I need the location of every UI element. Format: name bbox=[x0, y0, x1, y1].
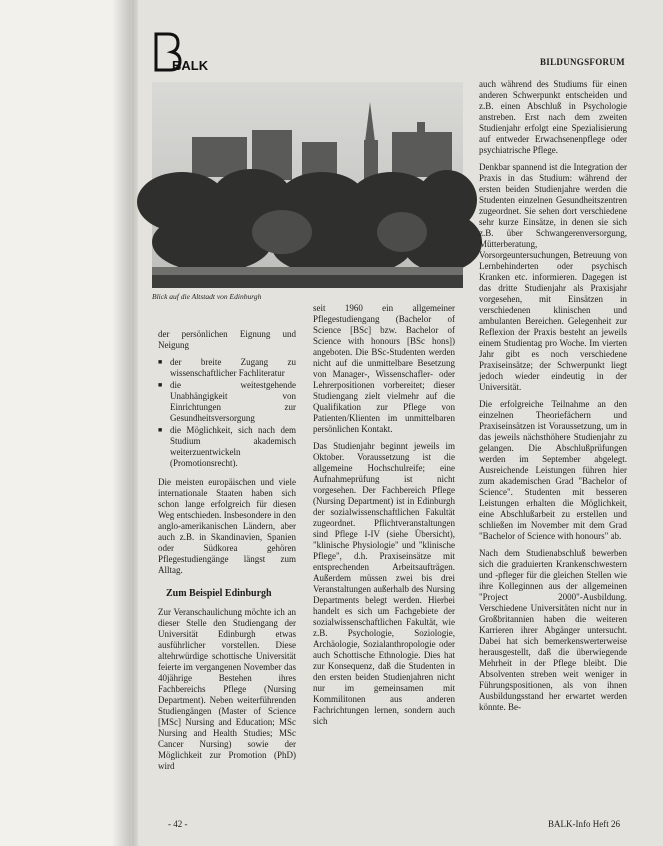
subheading: Zum Beispiel Edinburgh bbox=[166, 588, 272, 599]
bullet-item: ■ der breite Zugang zu wissenschaftlicher Fachliteratur bbox=[158, 357, 296, 379]
balk-logo bbox=[152, 30, 209, 74]
col2-paragraph-2: Das Studienjahr beginnt jeweils im Oktober. Voraussetzung ist die allgemeine Hochschulreife; eine Aufnahmeprüfung ist nicht vorgesehen. Der Fachbereich Pflege (Nursing Department) ist in Edinburgh der sozialwissenschaftlichen Fakultät zugeordnet. Pflichtveranstaltungen sind Pflege I-IV (siehe Übersicht), "klinische Physiologie" und "klinische Pflege", d.h. Praxiseinsätze mit entsprechenden Arbeitsaufträgen. Außerdem müssen zwei bis drei Veranstaltungen außerhalb des Nursing Departments belegt werden. Hierbei handelt es sich um Fachgebiete der sozialwissenschaftlichen Fakultät, wie z.B. Psychologie, Soziologie, Archäologie, Sozialanthropologie oder auch Schottische Ethnologie. Dies hat zur Konsequenz, daß die Studenten in den ersten beiden Studienjahren nicht nur im gemeinsamen mit Kommilitonen aus anderen Fachrichtungen lernen, sondern auch sich bbox=[313, 441, 455, 726]
page-number: - 42 - bbox=[168, 819, 188, 829]
col2-paragraph: seit 1960 ein allgemeiner Pflegestudiengang (Bachelor of Science [BSc] bzw. Bachelor of Science with honours [BSc hons]) angeboten. Die BSc-Studenten werden nicht auf die unmittelbare Besetzung von Manager-, Wissenschafler- oder Lehrerpositionen vorbereitet; dieser Studiengang zielt vielmehr auf die Qualifikation zur Pflege von Patienten/Klienten im unmittelbaren persönlichen Kontakt. bbox=[313, 303, 455, 434]
bullet-item: ■ die Möglichkeit, sich nach dem Studium akademisch weiterzuentwickeln (Promotionsrecht). bbox=[158, 425, 296, 469]
col1-paragraph-2: Zur Veranschaulichung möchte ich an dieser Stelle den Studiengang der Universität Edinburgh etwas ausführlicher vorstellen. Diese altehrwürdige schottische Universität feierte im vergangenen November das 40jährige Bestehen ihres Fachbereichs Pflege (Nursing Department). Neben weiterführenden Studiengängen (Master of Science [MSc] Nursing and Education; MSc Nursing and Health Studies; MSc Cancer Nursing) sowie der Möglichkeit zur Promotion (PhD) wird bbox=[158, 607, 296, 771]
col3-paragraph: auch während des Studiums für einen anderen Schwerpunkt entscheiden und z.B. einen Abschluß in Psychologie anstreben. Erst nach dem zweiten Studienjahr erfolgt eine Spezialisierung auf entweder Erwachsenenpflege oder psychiatrische Pflege. bbox=[479, 79, 627, 155]
column-2 bbox=[313, 303, 455, 733]
column-1 bbox=[158, 329, 296, 778]
issue-label: BALK-Info Heft 26 bbox=[548, 819, 620, 829]
col3-paragraph-3: Die erfolgreiche Teilnahme an den einzelnen Theoriefächern und Praxiseinsätzen ist Voraussetzung, um in das jeweils nächsthöhere Studienjahr zu gelangen. Die Abschlußprüfungen werden im September abgelegt. Ausreichende Leistungen führen hier zum akademischen Grad "Bachelor of Science". Studenten mit besseren Leistungen erhalten die Möglichkeit, eine Abschlußarbeit zu erstellen und schließen im November mit dem Grad "Bachelor of Science with honours" ab. bbox=[479, 399, 627, 541]
col3-paragraph-4: Nach dem Studienabschluß bewerben sich die graduierten Krankenschwestern und -pfleger für die gleichen Stellen wie ihre Kolleginnen aus der allgemeinen "Project 2000"-Ausbildung. Verschiedene Universitäten nicht nur in Großbritannien haben die weiteren Karrieren ihrer Abgänger untersucht. Dabei hat sich bemerkenswerterweise herausgestellt, daß die überwiegende Mehrheit in der Pflege bleibt. Die Absolventen streben weit weniger in Führungspositionen, als von ihnen Ausbildungsstand her erwartet werden könnte. Be- bbox=[479, 548, 627, 712]
section-header: BILDUNGSFORUM bbox=[540, 57, 625, 67]
bullet-item: ■ die weitestgehende Unabhängigkeit von Einrichtungen zur Gesundheitsversorgung bbox=[158, 380, 296, 424]
logo-text: BALK bbox=[172, 58, 209, 73]
col1-bullet-list bbox=[158, 357, 296, 469]
col3-paragraph-2: Denkbar spannend ist die Integration der Praxis in das Studium: während der ersten beiden Studienjahre werden die Studenten einzelnen Gesundheitszentren zugeordnet. Sie sehen dort verschiedene sehr kurze Einsätze, in denen sie sich z.B. über Schwangerenversorgung, Mütterberatung, Vorsorgeuntersuchungen, Betreuung von Lernbehinderten oder psychisch Kranken etc. informieren. Dagegen ist das dritte Studienjahr als Praxisjahr vorgesehen, mit Einsätzen in verschiedenen klinischen und ambulanten Bereichen. Gelegenheit zur Reflexion der Praxis besteht an jeweils einem Studientag pro Woche. Im vierten Jahr gibt es noch verschiedene Praxiseinsätze; der Schwerpunkt liegt jedoch wieder eindeutig in der Universität. bbox=[479, 162, 627, 392]
col1-paragraph: Die meisten europäischen und viele internationale Staaten haben sich schon lange erfolgreich für diesen Weg entschieden. Insbesondere in den anglo-amerikanischen Ländern, aber auch z.B. in Skandinavien, Spanien oder Südkorea gehören Pflegestudiengänge längst zum Alltag. bbox=[158, 477, 296, 575]
photo-caption: Blick auf die Altstadt von Edinburgh bbox=[152, 292, 262, 301]
col1-lead: der persönlichen Eignung und Neigung bbox=[158, 329, 296, 350]
edinburgh-photo bbox=[152, 82, 463, 288]
binding-shadow bbox=[112, 0, 138, 846]
column-3 bbox=[479, 79, 627, 719]
